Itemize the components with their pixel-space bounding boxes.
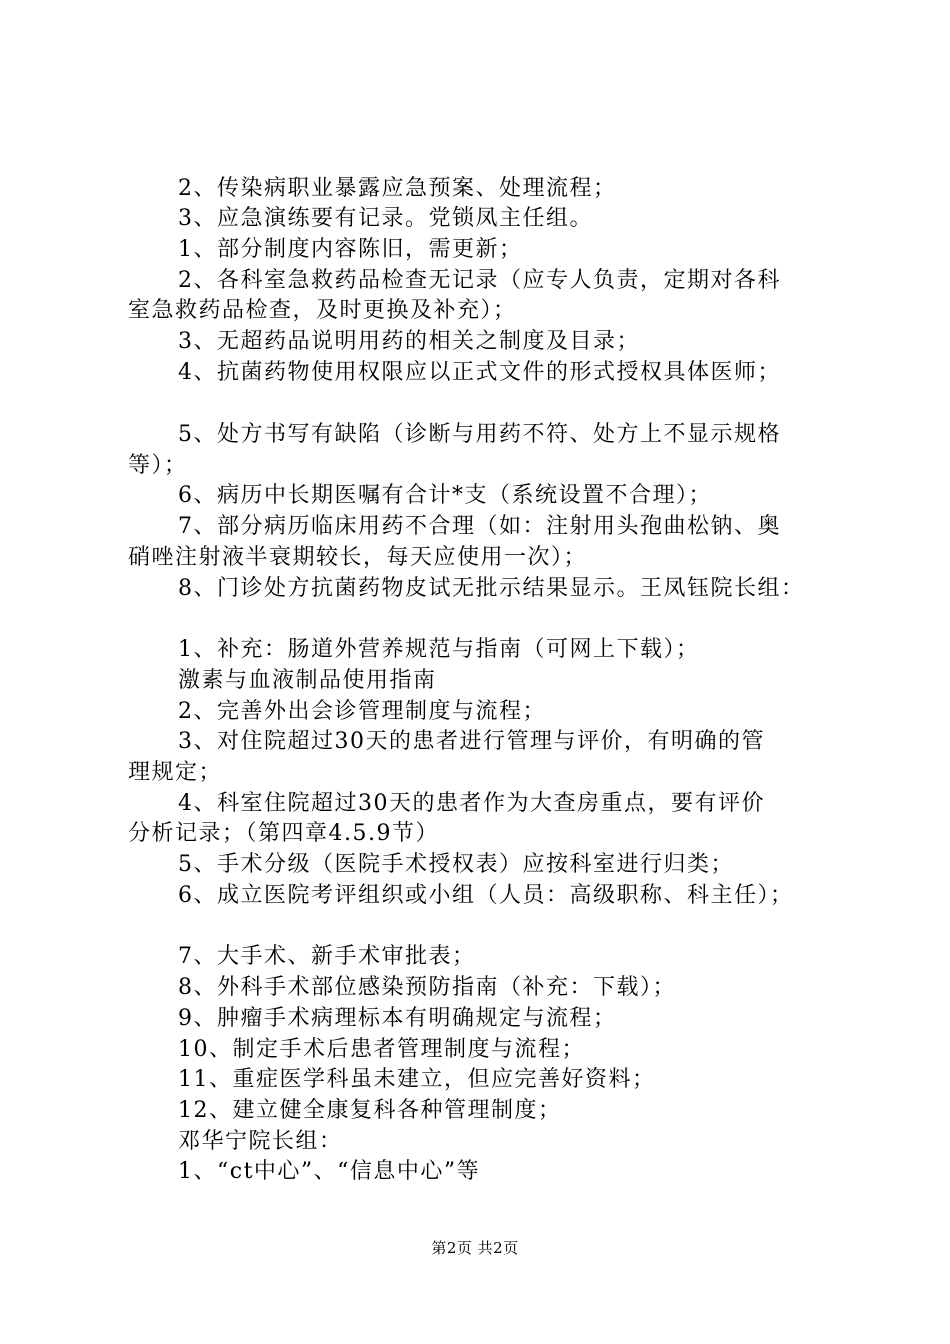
text-line: 2、完善外出会诊管理制度与流程； (178, 699, 546, 724)
text-line: 6、病历中长期医嘱有合计*支（系统设置不合理）； (178, 483, 712, 508)
text-line: 激素与血液制品使用指南 (178, 668, 437, 693)
text-line: 9、肿瘤手术病理标本有明确规定与流程； (178, 1006, 617, 1031)
text-line: 1、补充：肠道外营养规范与指南（可网上下载）； (178, 637, 700, 662)
text-line: 2、传染病职业暴露应急预案、处理流程； (178, 176, 617, 201)
text-line: 12、建立健全康复科各种管理制度； (178, 1098, 562, 1123)
text-line: 3、对住院超过30天的患者进行管理与评价，有明确的管 (178, 729, 765, 754)
text-line: 分析记录；（第四章4.5.9节） (128, 821, 439, 846)
text-line: 7、部分病历临床用药不合理（如：注射用头孢曲松钠、奥 (178, 514, 781, 539)
text-line: 8、外科手术部位感染预防指南（补充：下载）； (178, 975, 676, 1000)
text-line: 10、制定手术后患者管理制度与流程； (178, 1037, 585, 1062)
text-line: 等）； (128, 453, 188, 478)
text-line: 5、手术分级（医院手术授权表）应按科室进行归类； (178, 852, 734, 877)
text-line: 2、各科室急救药品检查无记录（应专人负责，定期对各科 (178, 268, 781, 293)
text-line: 8、门诊处方抗菌药物皮试无批示结果显示。王凤钰院长组： (178, 576, 805, 601)
text-line: 4、科室住院超过30天的患者作为大查房重点，要有评价 (178, 791, 765, 816)
page-number-footer: 第2页 共2页 (431, 1239, 519, 1257)
text-line: 5、处方书写有缺陷（诊断与用药不符、处方上不显示规格 (178, 422, 781, 447)
text-line: 7、大手术、新手术审批表； (178, 944, 476, 969)
text-line: 3、应急演练要有记录。党锁凤主任组。 (178, 206, 593, 231)
text-line: 1、部分制度内容陈旧，需更新； (178, 237, 523, 262)
text-line: 邓华宁院长组： (178, 1129, 343, 1154)
text-line: 1、“ct中心”、“信息中心”等 (178, 1159, 481, 1184)
text-line: 硝唑注射液半衰期较长，每天应使用一次）； (128, 545, 588, 570)
text-line: 3、无超药品说明用药的相关之制度及目录； (178, 329, 640, 354)
text-line: 4、抗菌药物使用权限应以正式文件的形式授权具体医师； (178, 360, 781, 385)
text-line: 理规定； (128, 760, 223, 785)
text-line: 6、成立医院考评组织或小组（人员：高级职称、科主任）； (178, 883, 794, 908)
text-line: 室急救药品检查，及时更换及补充）； (128, 298, 517, 323)
text-line: 11、重症医学科虽未建立，但应完善好资料； (178, 1067, 656, 1092)
